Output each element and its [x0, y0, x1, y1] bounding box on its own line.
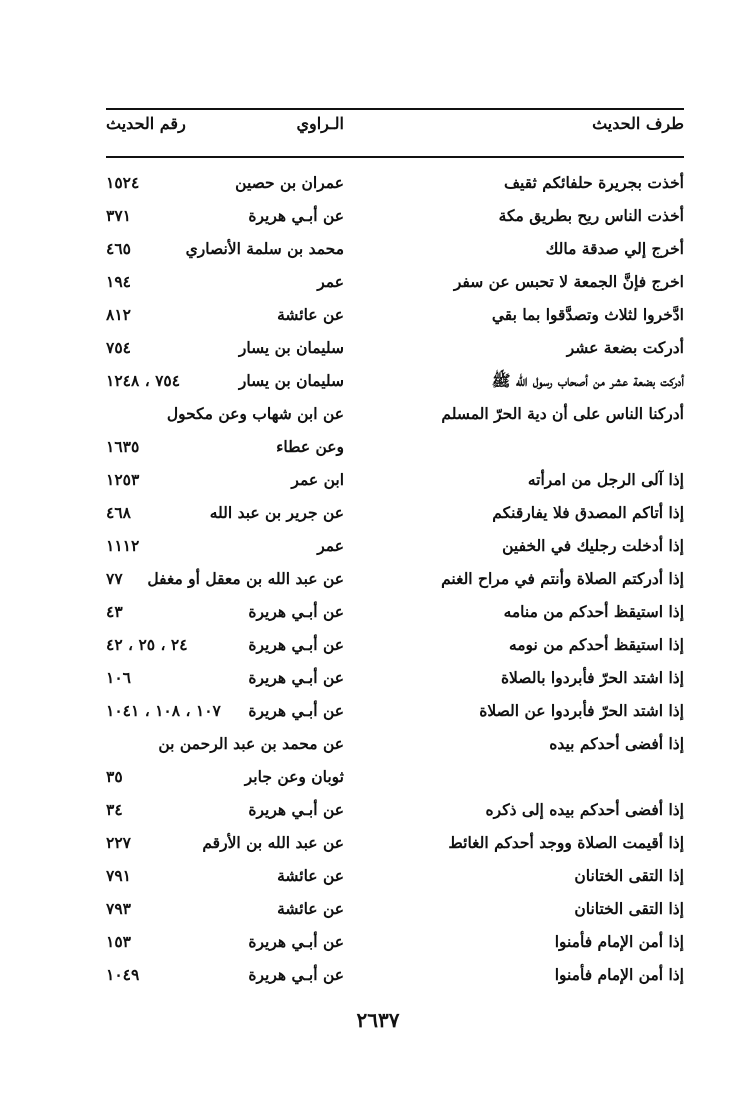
- hadith-cell: ادَّخروا لثلاث وتصدَّقوا بما بقي: [491, 305, 684, 324]
- table-row: [106, 562, 684, 595]
- hadith-cell: إذا أدخلت رجليك في الخفين: [502, 536, 684, 555]
- hadith-cell: أدركت بضعة عشر: [566, 338, 684, 357]
- rawi-cell: عن عبد الله بن الأرقم: [202, 833, 344, 852]
- hadith-cell: أخرج إلي صدقة مالك: [545, 239, 684, 258]
- rawi-cell: عن جرير بن عبد الله: [209, 503, 344, 522]
- rawi-cell: عن أبـي هريرة: [248, 701, 344, 720]
- hadith-cell: اخرج فإنَّ الجمعة لا تحبس عن سفر: [453, 272, 684, 291]
- table-row: [106, 694, 684, 727]
- page-number: ٢٦٣٧: [356, 1008, 400, 1032]
- table-row: [106, 232, 684, 265]
- number-cell: ١١١٢: [106, 536, 140, 555]
- rawi-cell: عن أبـي هريرة: [248, 206, 344, 225]
- number-cell: ٣٥: [106, 767, 123, 786]
- rawi-cell: عن أبـي هريرة: [248, 668, 344, 687]
- number-cell: ٧٥٤: [106, 338, 131, 357]
- hadith-cell: إذا التقى الختانان: [574, 899, 684, 918]
- number-cell: ٨١٢: [106, 305, 131, 324]
- rawi-cell: عن محمد بن عبد الرحمن بن: [158, 734, 344, 753]
- hadith-cell: إذا أقيمت الصلاة ووجد أحدكم الغائط: [448, 833, 684, 852]
- number-cell: ٤٣: [106, 602, 123, 621]
- rawi-cell: عن عائشة: [277, 866, 344, 885]
- hadith-cell: إذا أمن الإمام فأمنوا: [554, 932, 684, 951]
- rawi-cell: ابن عمر: [291, 470, 344, 489]
- table-row: [106, 793, 684, 826]
- hadith-cell: إذا أفضى أحدكم بيده: [549, 734, 684, 753]
- number-cell: ١٦٣٥: [106, 437, 140, 456]
- header-rawi: الـراوي: [296, 114, 344, 133]
- rawi-cell: عن أبـي هريرة: [248, 965, 344, 984]
- number-cell: ٧٧: [106, 569, 123, 588]
- hadith-cell: أخذت الناس ريح بطريق مكة: [498, 206, 684, 225]
- hadith-cell: إذا اشتد الحرّ فأبردوا عن الصلاة: [479, 701, 684, 720]
- number-cell: ٣٤: [106, 800, 123, 819]
- number-cell: ٧٥٤ ، ١٢٤٨: [106, 371, 181, 390]
- hadith-cell: إذا استيقظ أحدكم من نومه: [508, 635, 684, 654]
- header-rule: [106, 156, 684, 158]
- number-cell: ٧٩٣: [106, 899, 131, 918]
- table-row: [106, 529, 684, 562]
- hadith-cell: إذا آلى الرجل من امرأته: [527, 470, 684, 489]
- hadith-cell: إذا استيقظ أحدكم من منامه: [503, 602, 684, 621]
- number-cell: ٤٦٥: [106, 239, 131, 258]
- table-header: [106, 114, 684, 148]
- table-row: [106, 496, 684, 529]
- rawi-cell: عمر: [317, 272, 344, 291]
- rawi-cell: سليمان بن يسار: [238, 371, 344, 390]
- number-cell: ١٢٥٣: [106, 470, 140, 489]
- table-row: [106, 298, 684, 331]
- number-cell: ١٠٤٩: [106, 965, 140, 984]
- rawi-cell: عن ابن شهاب وعن مكحول: [166, 404, 344, 423]
- number-cell: ٢٤ ، ٢٥ ، ٤٢: [106, 635, 188, 654]
- rawi-cell: وعن عطاء: [276, 437, 344, 456]
- table-row: [106, 595, 684, 628]
- rawi-cell: عن أبـي هريرة: [248, 635, 344, 654]
- table-row: [106, 661, 684, 694]
- hadith-cell: إذا أمن الإمام فأمنوا: [554, 965, 684, 984]
- hadith-cell: إذا اشتد الحرّ فأبردوا بالصلاة: [500, 668, 684, 687]
- number-cell: ٢٢٧: [106, 833, 131, 852]
- table-row: [106, 430, 684, 463]
- table-row: [106, 166, 684, 199]
- header-hadith: طرف الحديث: [592, 114, 684, 133]
- number-cell: ٧٩١: [106, 866, 131, 885]
- table-row: [106, 727, 684, 760]
- hadith-cell: إذا التقى الختانان: [574, 866, 684, 885]
- table-row: [106, 397, 684, 430]
- rawi-cell: عن أبـي هريرة: [248, 602, 344, 621]
- table-row: [106, 331, 684, 364]
- rawi-cell: عن أبـي هريرة: [248, 800, 344, 819]
- rawi-cell: محمد بن سلمة الأنصاري: [185, 239, 344, 258]
- table-row: [106, 199, 684, 232]
- number-cell: ١٩٤: [106, 272, 131, 291]
- table-row: [106, 925, 684, 958]
- rawi-cell: عمر: [317, 536, 344, 555]
- rawi-cell: عن عائشة: [277, 305, 344, 324]
- table-row: [106, 859, 684, 892]
- top-rule: [106, 108, 684, 110]
- table-row: [106, 463, 684, 496]
- rawi-cell: عمران بن حصين: [235, 173, 344, 192]
- table-body: [106, 166, 684, 991]
- number-cell: ٤٦٨: [106, 503, 131, 522]
- rawi-cell: عن عبد الله بن معقل أو مغفل: [147, 569, 344, 588]
- table-row: [106, 364, 684, 397]
- table-row: [106, 265, 684, 298]
- number-cell: ١٠٧ ، ١٠٨ ، ١٠٤١: [106, 701, 221, 720]
- number-cell: ١٠٦: [106, 668, 131, 687]
- number-cell: ٣٧١: [106, 206, 131, 225]
- table-row: [106, 628, 684, 661]
- rawi-cell: سليمان بن يسار: [238, 338, 344, 357]
- table-row: [106, 826, 684, 859]
- header-number: رقم الحديث: [106, 114, 186, 133]
- hadith-cell: أدركنا الناس على أن دية الحرّ المسلم: [441, 404, 684, 423]
- rawi-cell: ثوبان وعن جابر: [244, 767, 344, 786]
- rawi-cell: عن أبـي هريرة: [248, 932, 344, 951]
- rawi-cell: عن عائشة: [277, 899, 344, 918]
- table-row: [106, 892, 684, 925]
- hadith-cell: أدركت بضعة عشر من أصحاب رسول الله ﷺ: [491, 371, 684, 390]
- number-cell: ١٥٢٤: [106, 173, 140, 192]
- hadith-cell: أخذت بجريرة حلفائكم ثقيف: [503, 173, 684, 192]
- hadith-cell: إذا أفضى أحدكم بيده إلى ذكره: [485, 800, 684, 819]
- number-cell: ١٥٣: [106, 932, 131, 951]
- table-row: [106, 958, 684, 991]
- table-row: [106, 760, 684, 793]
- hadith-cell: إذا أدركتم الصلاة وأنتم في مراح الغنم: [441, 569, 684, 588]
- hadith-cell: إذا أتاكم المصدق فلا يفارقنكم: [492, 503, 684, 522]
